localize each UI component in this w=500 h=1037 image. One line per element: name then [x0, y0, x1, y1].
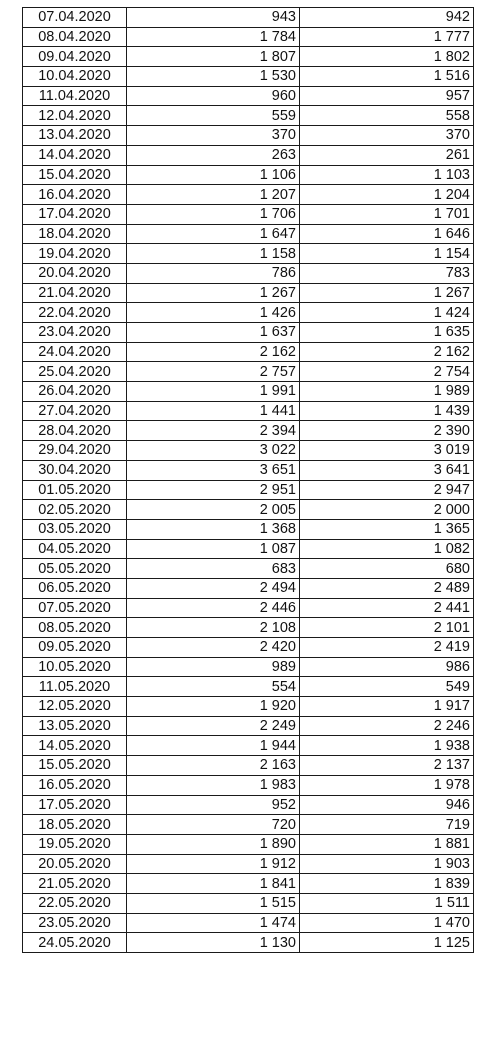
table-row	[23, 913, 474, 933]
date-cell: 28.04.2020	[23, 421, 127, 441]
value-cell-1: 2 005	[127, 500, 300, 520]
table-row	[23, 460, 474, 480]
value-cell-1: 1 267	[127, 283, 300, 303]
value-cell-2: 986	[300, 657, 474, 677]
value-cell-1: 1 912	[127, 854, 300, 874]
value-cell-1: 1 841	[127, 874, 300, 894]
table-row	[23, 106, 474, 126]
value-cell-1: 2 394	[127, 421, 300, 441]
table-row	[23, 401, 474, 421]
date-cell: 11.05.2020	[23, 677, 127, 697]
value-cell-2: 1 511	[300, 893, 474, 913]
table-row	[23, 47, 474, 67]
table-row	[23, 815, 474, 835]
date-cell: 13.05.2020	[23, 716, 127, 736]
value-cell-2: 2 246	[300, 716, 474, 736]
date-cell: 10.05.2020	[23, 657, 127, 677]
date-cell: 24.04.2020	[23, 342, 127, 362]
value-cell-1: 2 757	[127, 362, 300, 382]
value-cell-1: 1 637	[127, 323, 300, 343]
table-row	[23, 342, 474, 362]
table-row	[23, 854, 474, 874]
value-cell-2: 2 101	[300, 618, 474, 638]
table-row	[23, 677, 474, 697]
value-cell-1: 1 991	[127, 382, 300, 402]
table-row	[23, 421, 474, 441]
table-row	[23, 638, 474, 658]
date-cell: 11.04.2020	[23, 86, 127, 106]
table-row	[23, 500, 474, 520]
value-cell-1: 952	[127, 795, 300, 815]
value-cell-2: 2 489	[300, 578, 474, 598]
date-cell: 13.04.2020	[23, 126, 127, 146]
value-cell-2: 1 989	[300, 382, 474, 402]
value-cell-1: 263	[127, 145, 300, 165]
table-row	[23, 185, 474, 205]
date-cell: 26.04.2020	[23, 382, 127, 402]
value-cell-2: 1 635	[300, 323, 474, 343]
value-cell-1: 370	[127, 126, 300, 146]
value-cell-1: 1 515	[127, 893, 300, 913]
table-row	[23, 303, 474, 323]
date-cell: 04.05.2020	[23, 539, 127, 559]
value-cell-2: 2 419	[300, 638, 474, 658]
value-cell-2: 946	[300, 795, 474, 815]
value-cell-2: 2 137	[300, 756, 474, 776]
table-row	[23, 224, 474, 244]
value-cell-2: 957	[300, 86, 474, 106]
date-cell: 14.05.2020	[23, 736, 127, 756]
value-cell-1: 1 426	[127, 303, 300, 323]
table-row	[23, 893, 474, 913]
date-cell: 05.05.2020	[23, 559, 127, 579]
table-row	[23, 874, 474, 894]
value-cell-1: 2 162	[127, 342, 300, 362]
date-cell: 08.05.2020	[23, 618, 127, 638]
value-cell-1: 1 474	[127, 913, 300, 933]
date-cell: 19.05.2020	[23, 834, 127, 854]
value-cell-1: 1 087	[127, 539, 300, 559]
date-cell: 18.05.2020	[23, 815, 127, 835]
table-row	[23, 283, 474, 303]
value-cell-2: 942	[300, 8, 474, 28]
value-cell-2: 3 641	[300, 460, 474, 480]
value-cell-1: 2 163	[127, 756, 300, 776]
value-cell-1: 1 807	[127, 47, 300, 67]
value-cell-2: 1 938	[300, 736, 474, 756]
table-row	[23, 933, 474, 953]
date-cell: 07.04.2020	[23, 8, 127, 28]
table-row	[23, 480, 474, 500]
date-cell: 01.05.2020	[23, 480, 127, 500]
date-cell: 20.05.2020	[23, 854, 127, 874]
value-cell-2: 1 082	[300, 539, 474, 559]
table-row	[23, 126, 474, 146]
value-cell-1: 943	[127, 8, 300, 28]
table-row	[23, 244, 474, 264]
value-cell-2: 2 754	[300, 362, 474, 382]
value-cell-2: 549	[300, 677, 474, 697]
value-cell-1: 2 951	[127, 480, 300, 500]
value-cell-1: 1 784	[127, 27, 300, 47]
date-cell: 09.05.2020	[23, 638, 127, 658]
value-cell-1: 2 420	[127, 638, 300, 658]
value-cell-2: 1 103	[300, 165, 474, 185]
table-row	[23, 834, 474, 854]
value-cell-2: 1 516	[300, 67, 474, 87]
value-cell-2: 2 441	[300, 598, 474, 618]
table-row	[23, 618, 474, 638]
table-row	[23, 539, 474, 559]
table-row	[23, 27, 474, 47]
table-row	[23, 8, 474, 28]
value-cell-2: 1 365	[300, 519, 474, 539]
date-cell: 18.04.2020	[23, 224, 127, 244]
value-cell-1: 960	[127, 86, 300, 106]
date-cell: 07.05.2020	[23, 598, 127, 618]
date-cell: 25.04.2020	[23, 362, 127, 382]
table-row	[23, 775, 474, 795]
value-cell-1: 1 530	[127, 67, 300, 87]
date-cell: 22.04.2020	[23, 303, 127, 323]
date-cell: 24.05.2020	[23, 933, 127, 953]
value-cell-2: 1 424	[300, 303, 474, 323]
table-row	[23, 441, 474, 461]
value-cell-2: 1 881	[300, 834, 474, 854]
value-cell-1: 786	[127, 263, 300, 283]
value-cell-2: 783	[300, 263, 474, 283]
date-cell: 15.04.2020	[23, 165, 127, 185]
value-cell-1: 2 249	[127, 716, 300, 736]
date-cell: 16.05.2020	[23, 775, 127, 795]
date-cell: 02.05.2020	[23, 500, 127, 520]
date-cell: 23.04.2020	[23, 323, 127, 343]
value-cell-2: 1 470	[300, 913, 474, 933]
value-cell-1: 989	[127, 657, 300, 677]
value-cell-2: 2 390	[300, 421, 474, 441]
date-cell: 19.04.2020	[23, 244, 127, 264]
value-cell-1: 1 207	[127, 185, 300, 205]
date-cell: 08.04.2020	[23, 27, 127, 47]
value-cell-2: 1 839	[300, 874, 474, 894]
table-row	[23, 657, 474, 677]
date-cell: 30.04.2020	[23, 460, 127, 480]
date-cell: 22.05.2020	[23, 893, 127, 913]
value-cell-1: 1 983	[127, 775, 300, 795]
table-body	[23, 8, 474, 953]
date-cell: 09.04.2020	[23, 47, 127, 67]
value-cell-2: 1 154	[300, 244, 474, 264]
date-cell: 23.05.2020	[23, 913, 127, 933]
value-cell-2: 261	[300, 145, 474, 165]
value-cell-1: 1 368	[127, 519, 300, 539]
value-cell-1: 2 446	[127, 598, 300, 618]
value-cell-2: 1 777	[300, 27, 474, 47]
date-cell: 17.05.2020	[23, 795, 127, 815]
value-cell-1: 720	[127, 815, 300, 835]
table-row	[23, 165, 474, 185]
value-cell-2: 1 267	[300, 283, 474, 303]
value-cell-1: 683	[127, 559, 300, 579]
table-row	[23, 559, 474, 579]
table-row	[23, 67, 474, 87]
date-cell: 21.04.2020	[23, 283, 127, 303]
table-row	[23, 697, 474, 717]
value-cell-2: 370	[300, 126, 474, 146]
value-cell-1: 1 647	[127, 224, 300, 244]
date-cell: 29.04.2020	[23, 441, 127, 461]
value-cell-1: 1 890	[127, 834, 300, 854]
table-row	[23, 382, 474, 402]
value-cell-1: 1 158	[127, 244, 300, 264]
value-cell-2: 1 802	[300, 47, 474, 67]
value-cell-1: 1 920	[127, 697, 300, 717]
value-cell-2: 1 439	[300, 401, 474, 421]
date-cell: 10.04.2020	[23, 67, 127, 87]
value-cell-1: 1 106	[127, 165, 300, 185]
date-cell: 21.05.2020	[23, 874, 127, 894]
value-cell-2: 1 917	[300, 697, 474, 717]
table-row	[23, 204, 474, 224]
table-row	[23, 362, 474, 382]
date-cell: 06.05.2020	[23, 578, 127, 598]
value-cell-1: 559	[127, 106, 300, 126]
value-cell-1: 3 651	[127, 460, 300, 480]
table-row	[23, 756, 474, 776]
table-row	[23, 263, 474, 283]
value-cell-2: 1 903	[300, 854, 474, 874]
table-row	[23, 736, 474, 756]
value-cell-1: 2 494	[127, 578, 300, 598]
table-row	[23, 145, 474, 165]
value-cell-2: 2 947	[300, 480, 474, 500]
value-cell-1: 3 022	[127, 441, 300, 461]
value-cell-1: 2 108	[127, 618, 300, 638]
table-row	[23, 795, 474, 815]
date-cell: 03.05.2020	[23, 519, 127, 539]
date-cell: 20.04.2020	[23, 263, 127, 283]
value-cell-1: 1 706	[127, 204, 300, 224]
value-cell-1: 1 441	[127, 401, 300, 421]
table-row	[23, 323, 474, 343]
date-cell: 12.05.2020	[23, 697, 127, 717]
value-cell-2: 2 000	[300, 500, 474, 520]
date-cell: 12.04.2020	[23, 106, 127, 126]
value-cell-2: 558	[300, 106, 474, 126]
table-row	[23, 519, 474, 539]
table-row	[23, 578, 474, 598]
table-row	[23, 716, 474, 736]
value-cell-2: 1 701	[300, 204, 474, 224]
value-cell-1: 554	[127, 677, 300, 697]
date-cell: 14.04.2020	[23, 145, 127, 165]
value-cell-2: 1 125	[300, 933, 474, 953]
value-cell-2: 1 646	[300, 224, 474, 244]
value-cell-2: 680	[300, 559, 474, 579]
value-cell-2: 719	[300, 815, 474, 835]
table-row	[23, 598, 474, 618]
value-cell-2: 3 019	[300, 441, 474, 461]
date-cell: 16.04.2020	[23, 185, 127, 205]
value-cell-2: 1 978	[300, 775, 474, 795]
value-cell-2: 2 162	[300, 342, 474, 362]
value-cell-1: 1 944	[127, 736, 300, 756]
value-cell-2: 1 204	[300, 185, 474, 205]
data-table	[22, 7, 474, 953]
date-cell: 17.04.2020	[23, 204, 127, 224]
table-row	[23, 86, 474, 106]
date-cell: 27.04.2020	[23, 401, 127, 421]
date-cell: 15.05.2020	[23, 756, 127, 776]
value-cell-1: 1 130	[127, 933, 300, 953]
